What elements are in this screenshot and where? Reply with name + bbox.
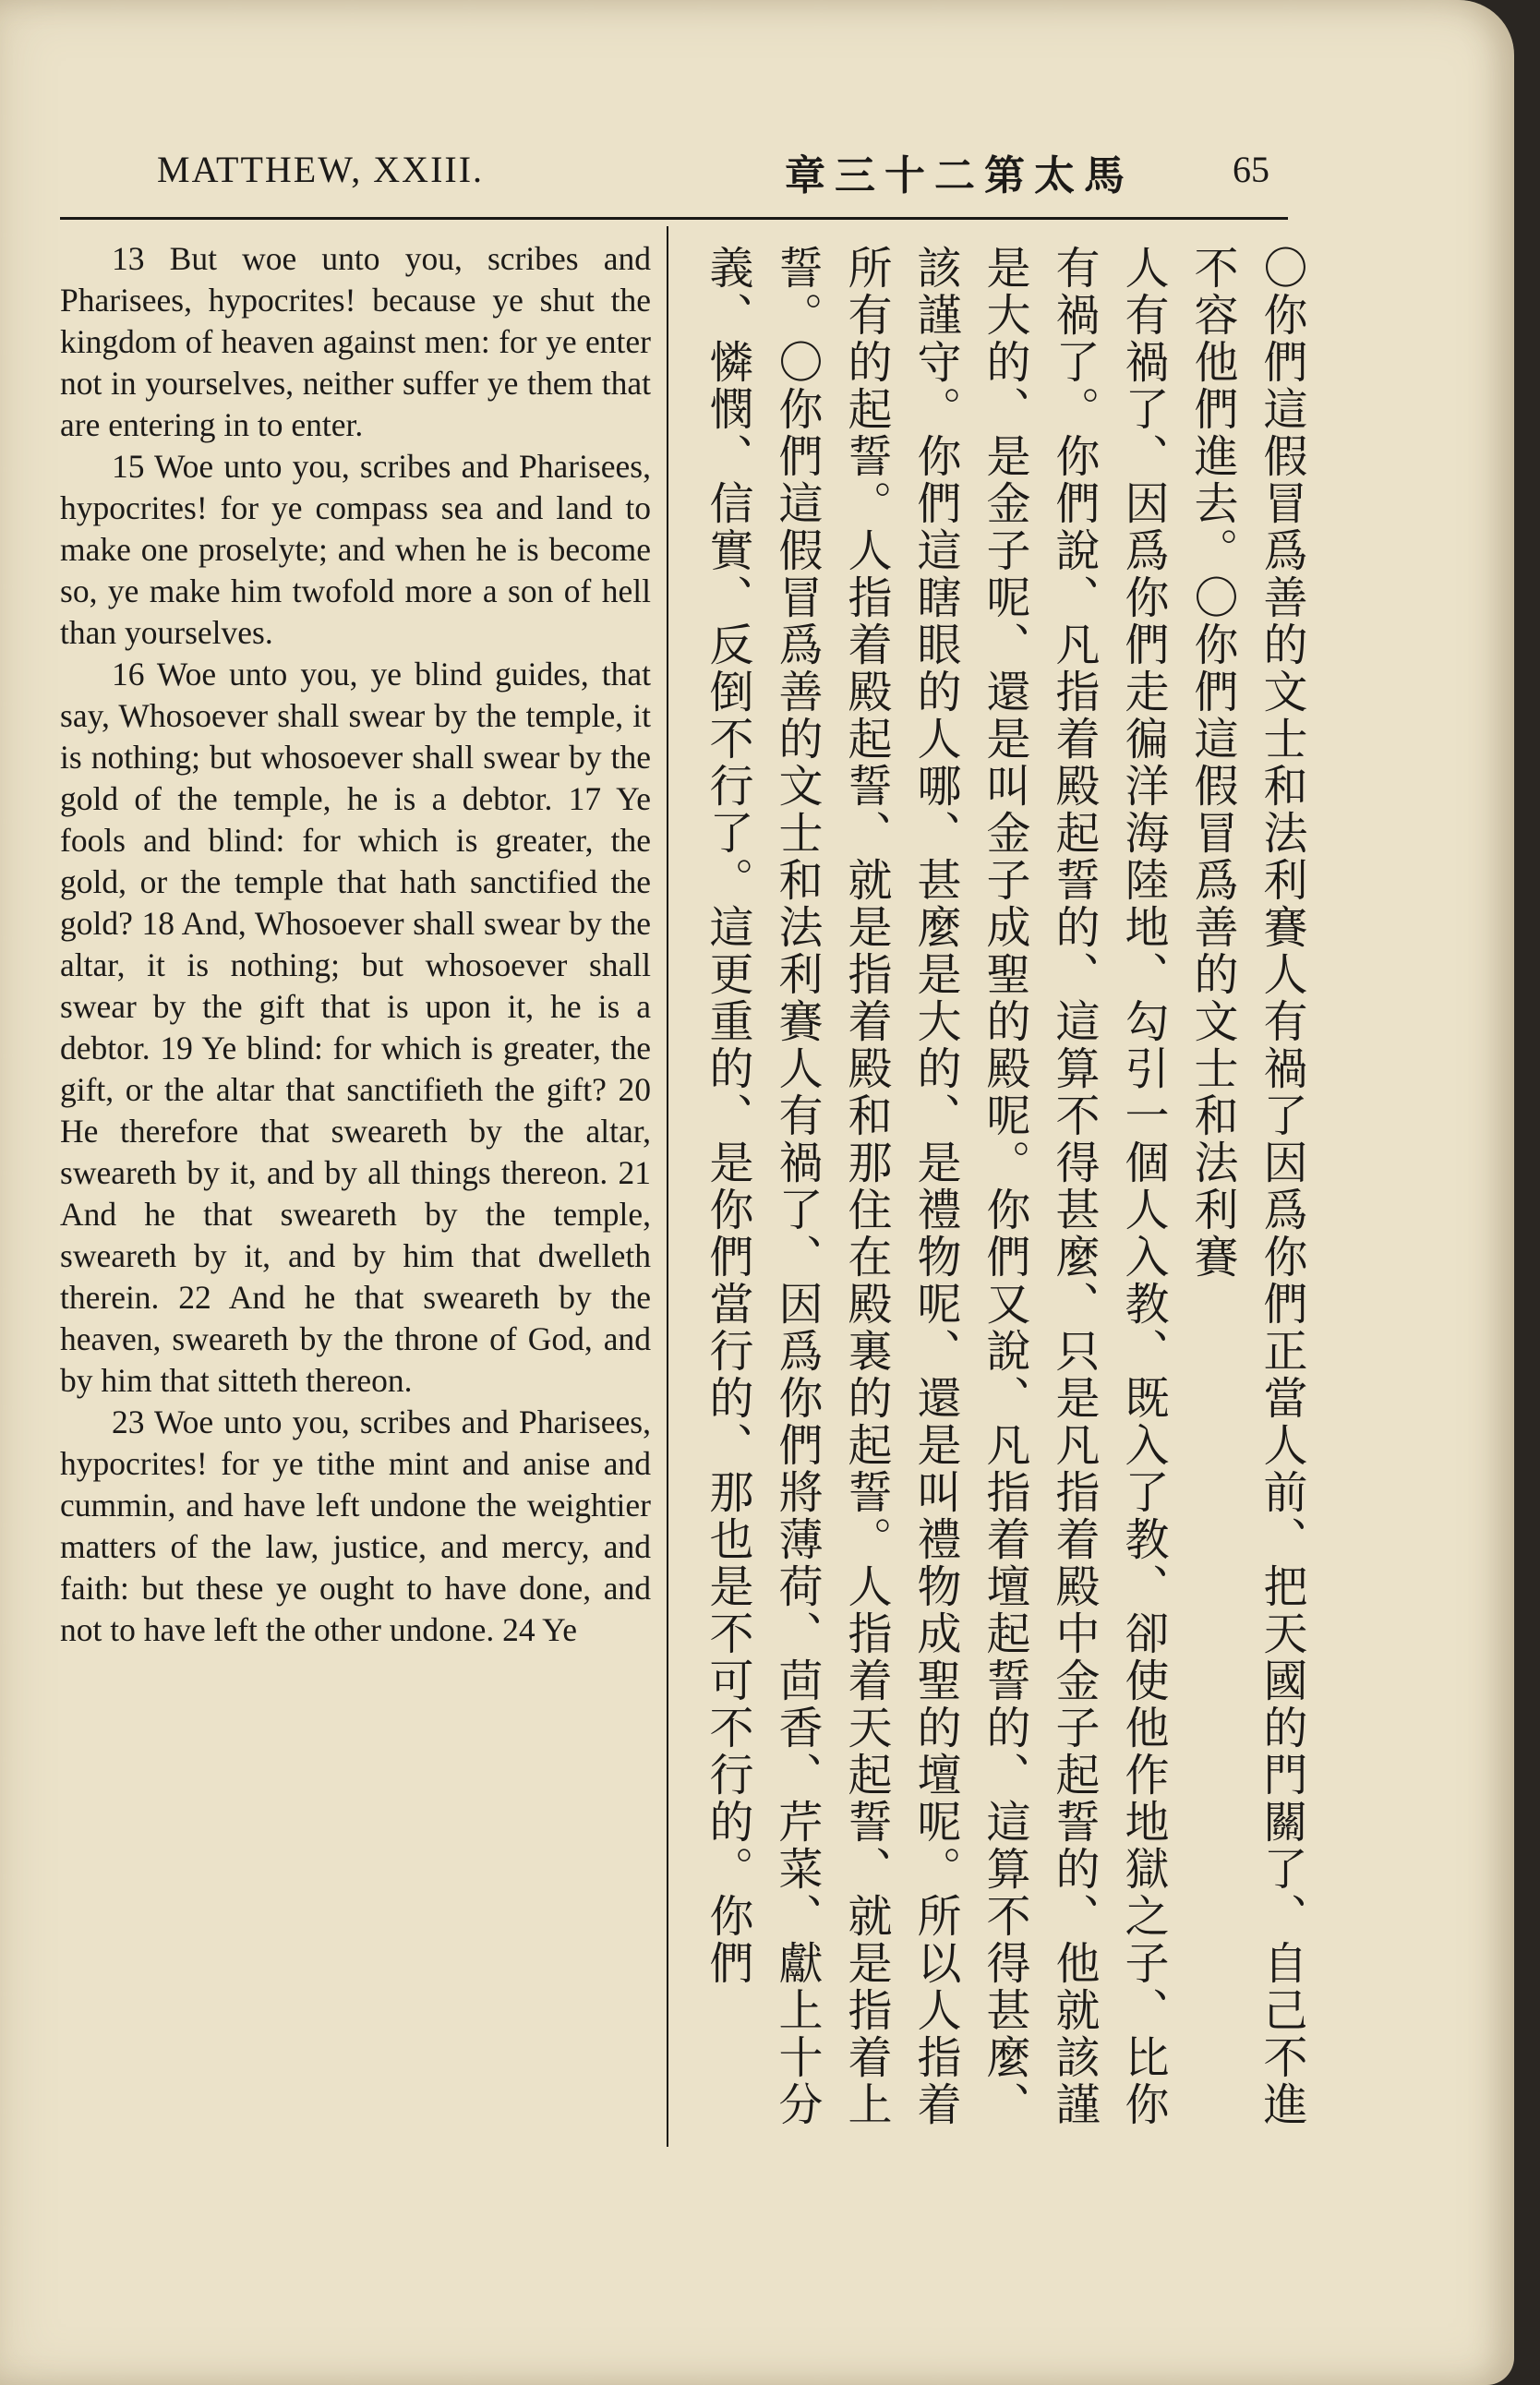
chinese-column: 人有禍了、因爲你們走徧洋海陸地、勾引一個人入教、既入了教、卻使他作地獄之子、比你 xyxy=(1117,245,1169,2128)
page-header xyxy=(0,139,1514,212)
chinese-column: 義、憐憫、信實、反倒不行了。這更重的、是你們當行的、那也是不可不行的。你們 xyxy=(702,245,753,1987)
column-divider xyxy=(667,226,668,2147)
english-text-column xyxy=(60,238,651,1651)
page-number: 65 xyxy=(1233,149,1269,190)
english-paragraph-15: 15 Woe unto you, scribes and Pharisees, hypocrites! for ye compass sea and land to make one proselyte; and when he is become so, ye make him twofold more a son of hell than yourselves. xyxy=(60,448,651,651)
chinese-column: 有禍了。你們說、凡指着殿起誓的、這算不得甚麼、只是凡指着殿中金子起誓的、他就該謹 xyxy=(1048,245,1100,2128)
english-paragraph-23: 23 Woe unto you, scribes and Pharisees, hypocrites! for ye tithe mint and anise and cummin, and have left undone the weightier matters of the law, justice, and mercy, and faith: but these ye ought to have done, and not to have left the other undone. 24 Ye xyxy=(60,1403,651,1648)
chinese-column: 所有的起誓。人指着殿起誓、就是指着殿和那住在殿裏的起誓。人指着天起誓、就是指着上 xyxy=(840,245,892,2128)
chinese-column: 該謹守。你們這瞎眼的人哪、甚麼是大的、是禮物呢、還是叫禮物成聖的壇呢。所以人指着 xyxy=(909,245,961,2128)
english-paragraph-16: 16 Woe unto you, ye blind guides, that say, Whosoever shall swear by the temple, it is nothing; but whosoever shall swear by the gold of the temple, he is a debtor. 17 Ye fools and blind: for which is greater, the gold, or the temple that hath sanctified the gold? 18 And, Whosoever shall swear by the altar, it is nothing; but whosoever shall swear by the gift that is upon it, he is a debtor. 19 Ye blind: for which is greater, the gift, or the altar that sanctifieth the gift? 20 He therefore that sweareth by the altar, sweareth by it, and by all things thereon. 21 And he that sweareth by the temple, sweareth by it, and by him that dwelleth therein. 22 And he that sweareth by the heaven, sweareth by the throne of God, and by him that sitteth thereon. xyxy=(60,656,651,1399)
chinese-text-columns xyxy=(683,245,1329,2147)
chinese-column: 〇你們這假冒爲善的文士和法利賽人有禍了因爲你們正當人前、把天國的門關了、自己不進 xyxy=(1256,245,1307,2128)
running-title-chinese: 章三十二第太馬 xyxy=(785,152,1134,199)
english-paragraph-13: 13 But woe unto you, scribes and Pharisees, hypocrites! because ye shut the kingdom of heaven against men: for ye enter not in yourselves, neither suffer ye them that are entering in to enter. xyxy=(60,240,651,443)
chinese-column: 誓。〇你們這假冒爲善的文士和法利賽人有禍了、因爲你們將薄荷、茴香、芹菜、獻上十分 xyxy=(771,245,823,2128)
running-title: MATTHEW, XXIII. xyxy=(157,149,485,190)
chinese-column: 是大的、是金子呢、還是叫金子成聖的殿呢。你們又說、凡指着壇起誓的、這算不得甚麼、 xyxy=(979,245,1030,2128)
header-rule xyxy=(60,217,1288,220)
chinese-column: 不容他們進去。〇你們這假冒爲善的文士和法利賽 xyxy=(1186,245,1238,1281)
